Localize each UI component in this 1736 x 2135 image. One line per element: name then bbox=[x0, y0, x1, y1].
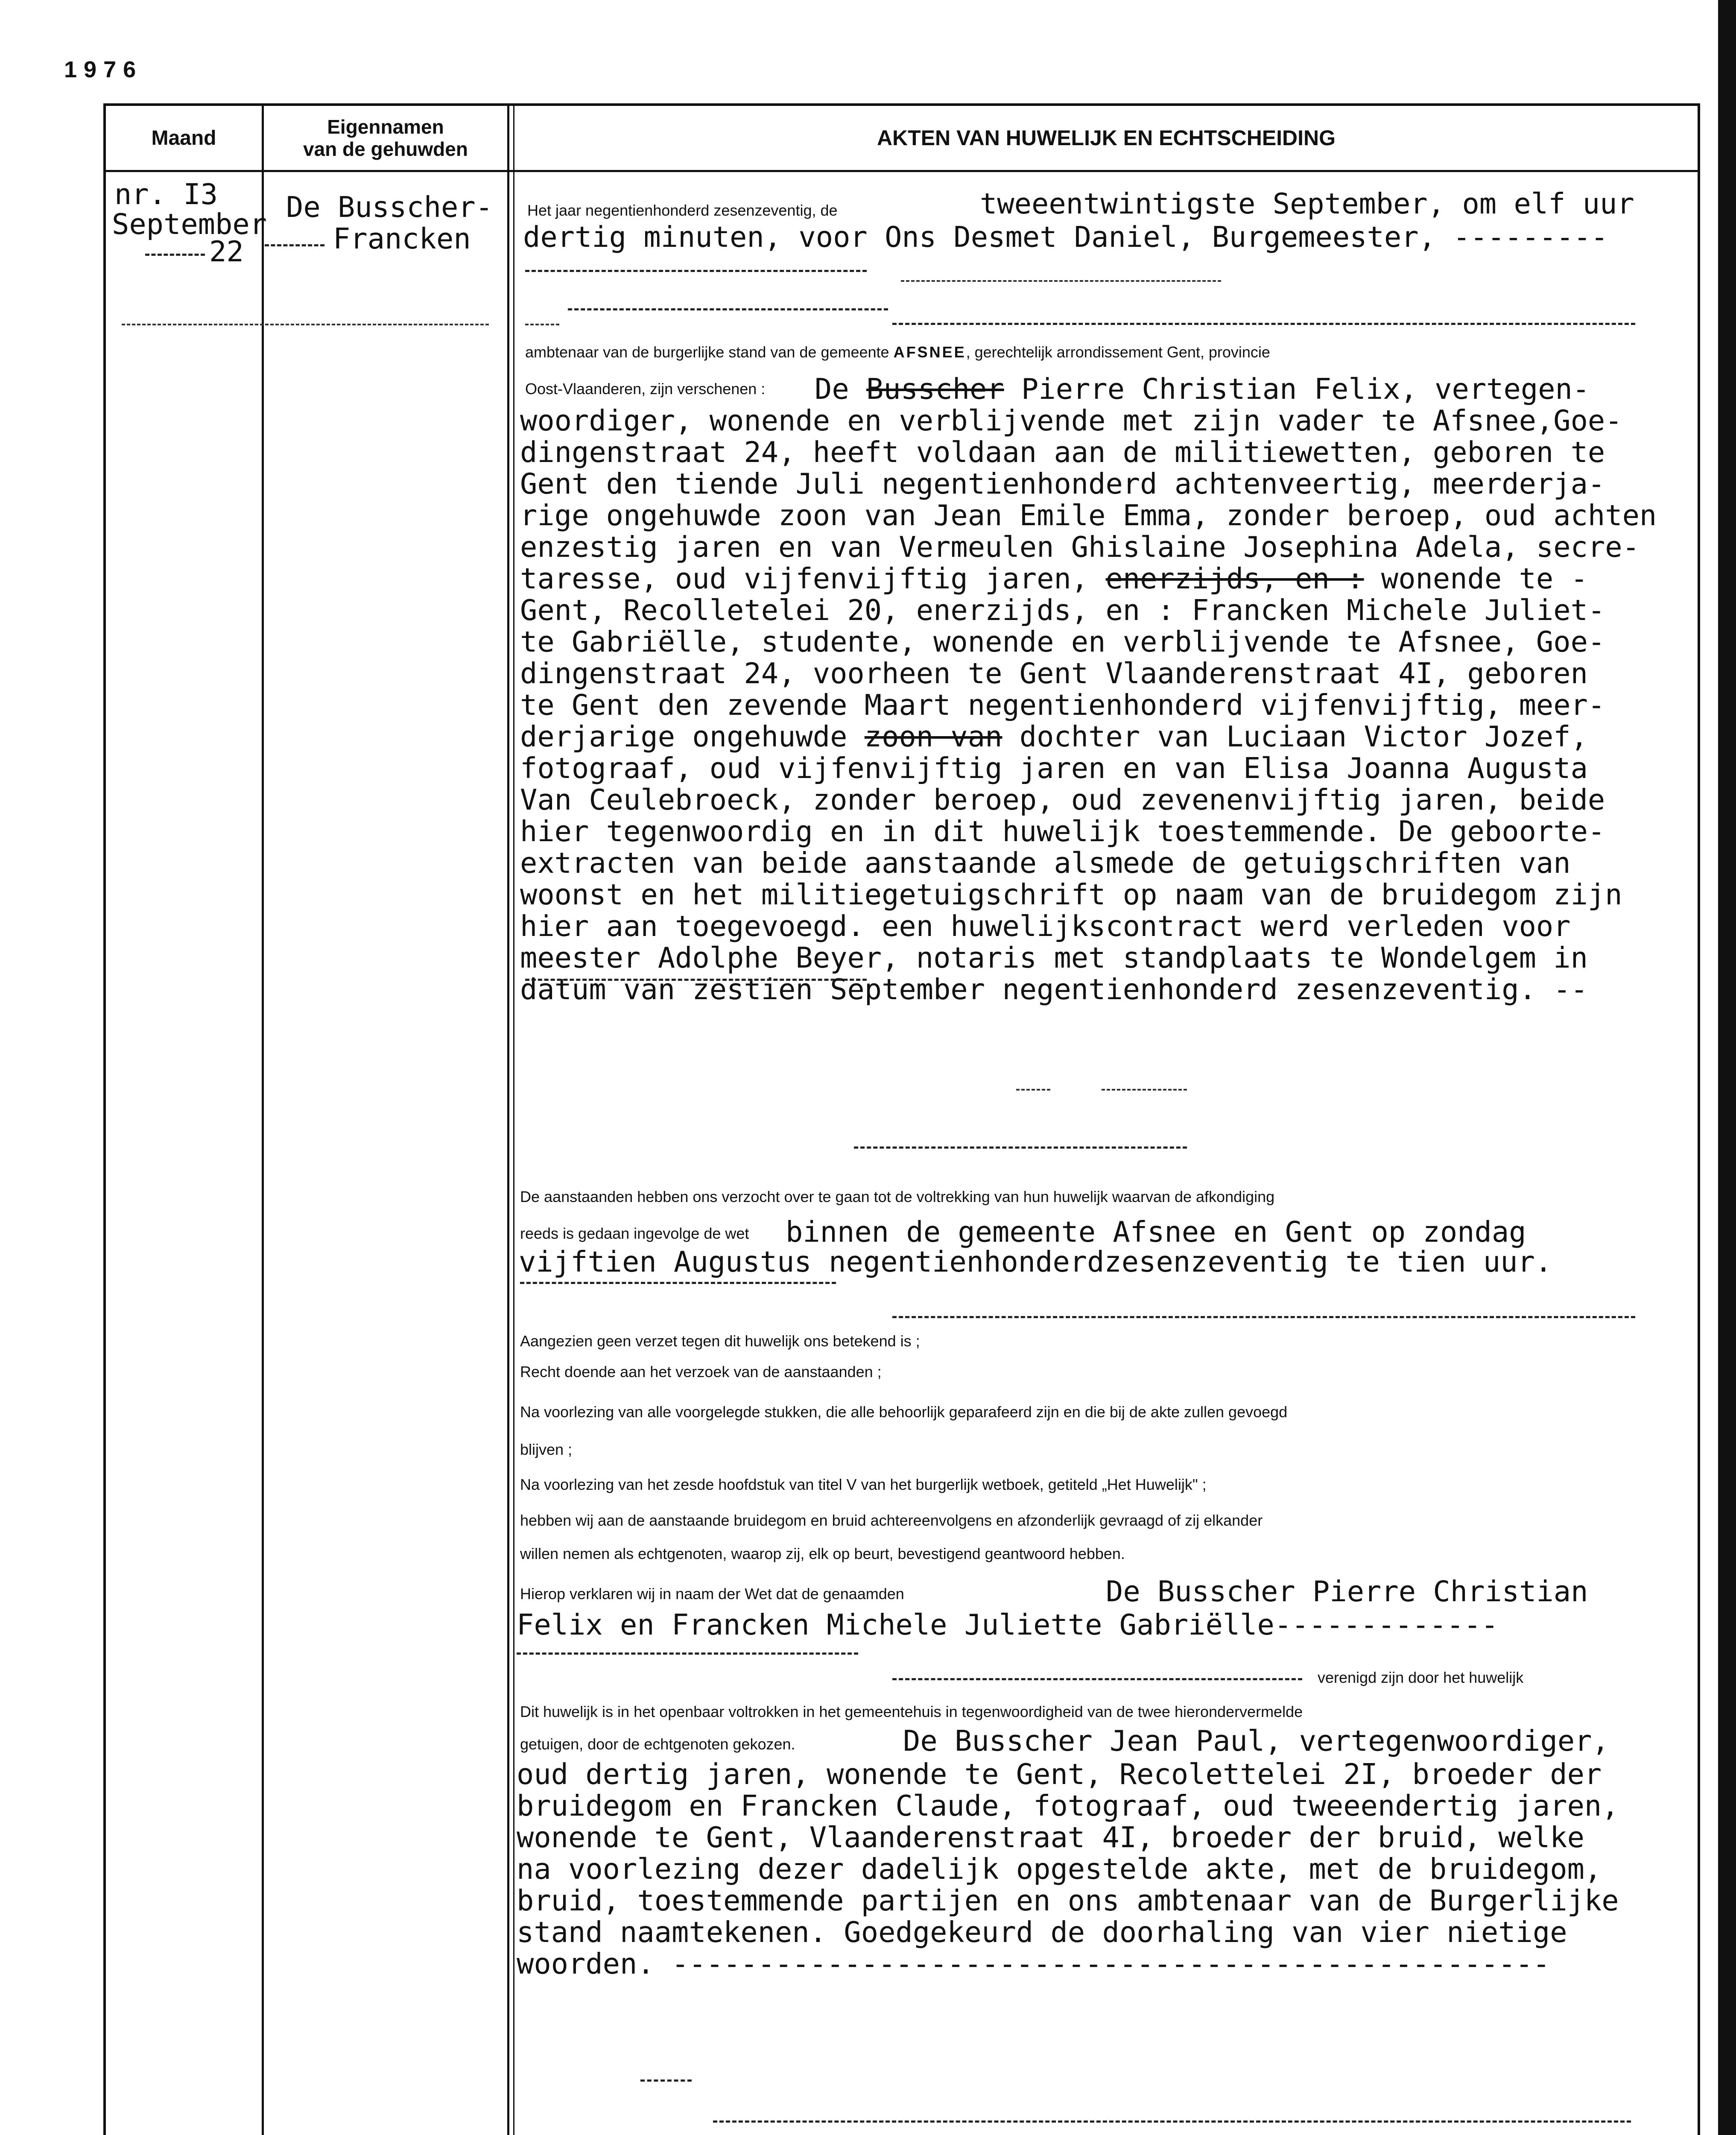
witness-line: oud dertig jaren, wonende te Gent, Recolettelei 2I, broeder der bbox=[517, 1758, 1602, 1791]
scan-edge-right bbox=[1718, 0, 1736, 2135]
request-typed-2: vijftien Augustus negentienhonderdzesenzeventig te tien uur. bbox=[519, 1245, 1552, 1278]
body-line: extracten van beide aanstaande alsmede de getuigschriften van bbox=[520, 846, 1571, 880]
faint-dashes-1 bbox=[1016, 1089, 1050, 1091]
body-struck-b: wonende te - bbox=[1364, 562, 1588, 595]
body-line: dingenstraat 24, voorheen te Gent Vlaanderenstraat 4I, geboren bbox=[520, 657, 1588, 690]
body-line: datum van zestien September negentienhonderd zesenzeventig. -- bbox=[520, 973, 1588, 1006]
request-printed-2: reeds is gedaan ingevolge de wet bbox=[520, 1225, 749, 1242]
witness-line: bruid, toestemmende partijen en ons ambtenaar van de Burgerlijke bbox=[517, 1884, 1619, 1917]
clause-consent-2: willen nemen als echtgenoten, waarop zij, elk op beurt, bevestigend geantwoord hebben. bbox=[520, 1545, 1125, 1562]
body-struck2-a: derjarige ongehuwde bbox=[520, 720, 865, 753]
declaration-printed: Hierop verklaren wij in naam der Wet dat de genaamden bbox=[520, 1585, 904, 1603]
official-line-1 bbox=[525, 343, 1270, 361]
declaration-typed-1: De Busscher Pierre Christian bbox=[1106, 1575, 1588, 1608]
body-line: fotograaf, oud vijfenvijftig jaren en van Elisa Joanna Augusta bbox=[520, 752, 1588, 785]
body-struck-a: taresse, oud vijfenvijftig jaren, bbox=[520, 562, 1106, 595]
left-dash-line bbox=[122, 324, 489, 325]
day-dashes bbox=[145, 254, 205, 256]
names-dashes bbox=[265, 244, 324, 246]
body-end-dashes bbox=[525, 979, 867, 981]
left-dash-short bbox=[525, 324, 559, 325]
body-line: te Gent den zevende Maart negentienhonderd vijfenvijftig, meer- bbox=[520, 688, 1605, 722]
witness-line: stand naamtekenen. Goedgekeurd de doorhaling van vier nietige bbox=[517, 1916, 1567, 1949]
act-day: 22 bbox=[209, 235, 244, 268]
intro-dashes-2 bbox=[901, 280, 1221, 282]
witness-printed-1: Dit huwelijk is in het openbaar voltrokken in het gemeentehuis in tegenwoordigheid van de twee hierondervermelde bbox=[520, 1703, 1303, 1720]
witness-line: woorden. --------------------------------------------------- bbox=[517, 1947, 1550, 1980]
clause-documents-end: blijven ; bbox=[520, 1441, 573, 1458]
header-names-line-2: van de gehuwden bbox=[303, 138, 468, 160]
short-dash bbox=[640, 2079, 692, 2082]
first-party-line bbox=[815, 373, 1590, 405]
official-printed-1: ambtenaar van de burgerlijke stand van de gemeente bbox=[525, 343, 889, 361]
clause-consent-1: hebben wij aan de aanstaande bruidegom en bruid achtereenvolgens en afzonderlijk gevraagd of zij elkander bbox=[520, 1512, 1263, 1529]
body-line: meester Adolphe Beyer, notaris met standplaats te Wondelgem in bbox=[520, 941, 1588, 974]
act-month: September bbox=[112, 208, 267, 241]
body-struck2-b: dochter van Luciaan Victor Jozef, bbox=[1002, 720, 1588, 753]
declaration-typed-2: Felix en Francken Michele Juliette Gabriëlle------------- bbox=[517, 1608, 1499, 1641]
act-number: nr. I3 bbox=[114, 178, 218, 211]
first-party-a: De bbox=[815, 372, 867, 406]
column-divider-names bbox=[507, 106, 509, 2135]
official-printed-3: Oost-Vlaanderen, zijn verschenen : bbox=[525, 380, 766, 398]
body-line-struck-2 bbox=[520, 721, 1657, 752]
body-struck2-words: zoon van bbox=[864, 720, 1002, 753]
witness-line: wonende te Gent, Vlaanderenstraat 4I, broeder der bruid, welke bbox=[517, 1821, 1584, 1854]
intro-typed-1: tweeentwintigste September, om elf uur bbox=[980, 187, 1634, 220]
witness-printed-2: getuigen, door de echtgenoten gekozen. bbox=[520, 1735, 795, 1753]
body-line: hier aan toegevoegd. een huwelijkscontract werd verleden voor bbox=[520, 910, 1571, 943]
witness-body bbox=[517, 1758, 1619, 1980]
request-typed-1: binnen de gemeente Afsnee en Gent op zondag bbox=[786, 1215, 1526, 1249]
body-line: te Gabriëlle, studente, wonende en verblijvende te Afsnee, Goe- bbox=[520, 625, 1605, 658]
request-printed-1: De aanstaanden hebben ons verzocht over te gaan tot de voltrekking van hun huwelijk waarvan de afkondiging bbox=[520, 1188, 1275, 1205]
spouses-names-1: De Busscher- bbox=[286, 190, 493, 224]
act-body bbox=[520, 405, 1657, 1005]
body-line: woordiger, wonende en verblijvende met zijn vader te Afsnee,Goe- bbox=[520, 404, 1622, 437]
body-line: Gent, Recolletelei 20, enerzijds, en : Francken Michele Juliet- bbox=[520, 594, 1605, 627]
declaration-dashes-2 bbox=[892, 1678, 1302, 1680]
header-names-line-1: Eigennamen bbox=[327, 116, 444, 138]
declaration-dashes-1 bbox=[517, 1652, 858, 1655]
column-divider-month bbox=[262, 106, 264, 2135]
body-line: Gent den tiende Juli negentienhonderd achtenveertig, meerderja- bbox=[520, 467, 1605, 500]
body-line: dingenstraat 24, heeft voldaan aan de militiewetten, geboren te bbox=[520, 436, 1605, 469]
body-line-struck bbox=[520, 563, 1657, 594]
witness-typed-first: De Busscher Jean Paul, vertegenwoordiger, bbox=[903, 1724, 1609, 1758]
register-year: 1976 bbox=[64, 57, 143, 82]
signatures-image bbox=[435, 2131, 1682, 2135]
request-dashes-1 bbox=[520, 1282, 836, 1284]
header-acts: AKTEN VAN HUWELIJK EN ECHTSCHEIDING bbox=[877, 126, 1336, 150]
clause-reading: Na voorlezing van het zesde hoofdstuk van titel V van het burgerlijk wetboek, getiteld „Het Huwelijk" ; bbox=[520, 1476, 1207, 1493]
intro-typed-2: dertig minuten, voor Ons Desmet Daniel, Burgemeester, --------- bbox=[523, 220, 1608, 254]
signature-dash-line bbox=[713, 2120, 1631, 2123]
witness-line: na voorlezing dezer dadelijk opgestelde akte, met de bruidegom, bbox=[517, 1852, 1602, 1886]
official-municipality: AFSNEE bbox=[893, 343, 966, 361]
intro-printed: Het jaar negentienhonderd zesenzeventig, de bbox=[527, 202, 838, 219]
request-dashes-2 bbox=[892, 1316, 1635, 1318]
body-line: Van Ceulebroeck, zonder beroep, oud zevenenvijftig jaren, beide bbox=[520, 783, 1605, 816]
clause-no-objection: Aangezien geen verzet tegen dit huwelijk ons betekend is ; bbox=[520, 1332, 920, 1350]
official-printed-2: , gerechtelijk arrondissement Gent, provincie bbox=[966, 343, 1270, 361]
body-line: rige ongehuwde zoon van Jean Emile Emma, zonder beroep, oud achten bbox=[520, 499, 1657, 532]
header-month: Maand bbox=[151, 126, 216, 149]
witness-line: bruidegom en Francken Claude, fotograaf, oud tweeendertig jaren, bbox=[517, 1789, 1619, 1822]
intro-dashes-3 bbox=[568, 308, 888, 310]
header-divider bbox=[106, 170, 1698, 172]
first-party-b: Pierre Christian Felix, vertegen- bbox=[1004, 372, 1590, 406]
column-divider-names-inner bbox=[513, 106, 514, 2135]
body-line: woonst en het militiegetuigschrift op naam van de bruidegom zijn bbox=[520, 878, 1622, 911]
faint-dashes-2 bbox=[1102, 1089, 1187, 1091]
intro-dashes-4 bbox=[892, 323, 1635, 325]
separator-dashes bbox=[854, 1146, 1187, 1149]
clause-request: Recht doende aan het verzoek van de aanstaanden ; bbox=[520, 1363, 882, 1380]
header-names bbox=[264, 106, 507, 170]
clause-documents: Na voorlezing van alle voorgelegde stukken, die alle behoorlijk geparafeerd zijn en die bij de akte zullen gevoegd bbox=[520, 1403, 1288, 1421]
spouses-names-2: Francken bbox=[333, 222, 471, 255]
first-party-struck: Busscher bbox=[866, 372, 1004, 406]
body-struck-words: enerzijds, en : bbox=[1105, 562, 1364, 595]
body-line: hier tegenwoordig en in dit huwelijk toestemmende. De geboorte- bbox=[520, 815, 1605, 848]
intro-dashes-1 bbox=[525, 270, 867, 272]
body-line: enzestig jaren en van Vermeulen Ghislaine Josephina Adela, secre- bbox=[520, 530, 1640, 564]
declaration-united: verenigd zijn door het huwelijk bbox=[1318, 1669, 1524, 1686]
